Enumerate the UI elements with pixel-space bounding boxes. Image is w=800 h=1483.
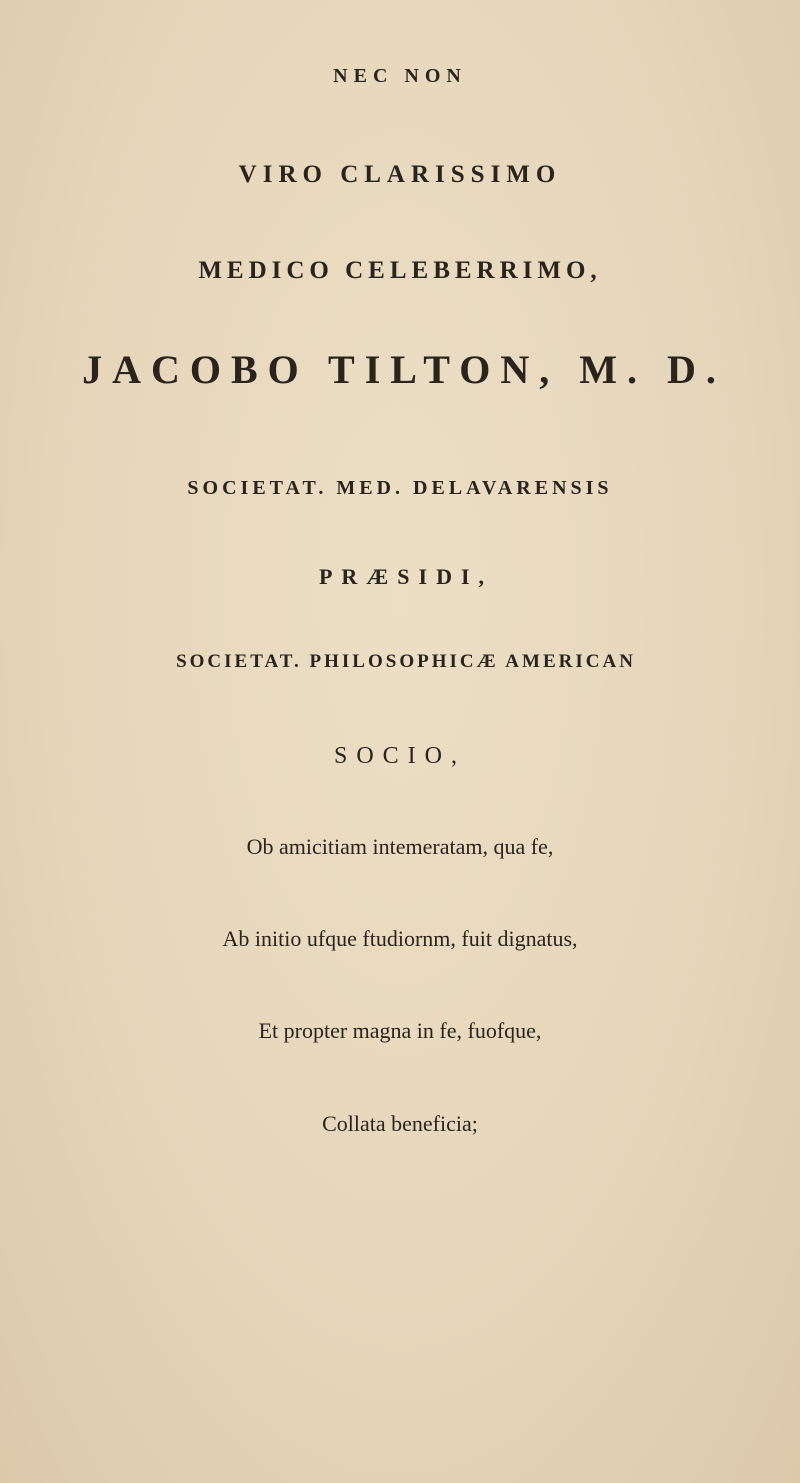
heading-medico-celeberrimo: MEDICO CELEBERRIMO, [198, 257, 602, 284]
dedication-text-line: Ob amicitiam intemeratam, qua fe, [246, 834, 554, 859]
society-philosophical-american: SOCIETAT. PHILOSOPHICÆ AMERICAN [176, 651, 636, 672]
dedication-text-line: Ab initio ufque ftudiornm, fuit dignatus, [222, 926, 578, 951]
dedicatee-name: JACOBO TILTON, M. D. [82, 347, 726, 392]
dedication-text-line: Et propter magna in fe, fuofque, [258, 1018, 542, 1043]
heading-viro-clarissimo: VIRO CLARISSIMO [238, 161, 562, 188]
society-medical-delaware: SOCIETAT. MED. DELAVARENSIS [187, 477, 613, 499]
dedication-text-line: Collata beneficia; [322, 1111, 478, 1136]
heading-nec-non: NEC NON [333, 65, 467, 87]
title-praesidi: PRÆSIDI, [318, 564, 494, 589]
title-socio: SOCIO, [333, 743, 466, 769]
